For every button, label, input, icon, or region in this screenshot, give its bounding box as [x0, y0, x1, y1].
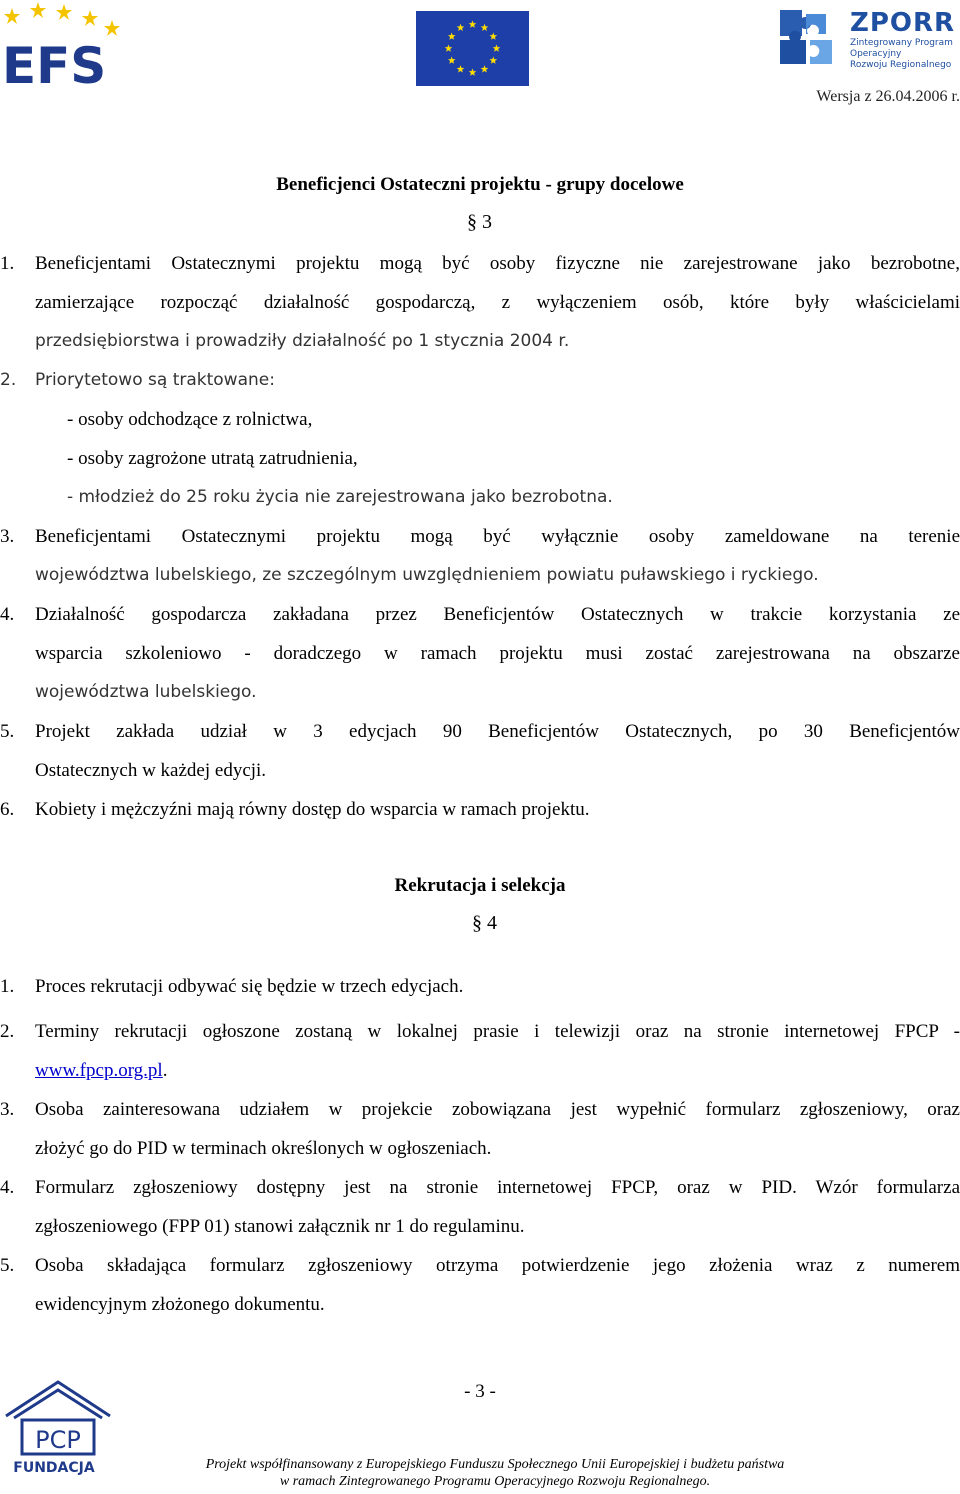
zporr-title: ZPORR: [850, 8, 956, 38]
item-text-line: zgłoszeniowego (FPP 01) stanowi załącznik nr 1 do regulaminu.: [35, 1216, 525, 1237]
item-text-line: Formularz zgłoszeniowy dostępny jest na stronie internetowej FPCP, oraz w PID. Wzór formularza: [35, 1177, 960, 1198]
list-item: [0, 712, 960, 751]
pcp-text: PCP: [35, 1426, 81, 1454]
item-number: 1.: [0, 976, 15, 997]
item-text-line: przedsiębiorstwa i prowadziły działalność po 1 stycznia 2004 r.: [35, 331, 570, 351]
efs-logo: [0, 0, 130, 90]
list-item-line: [0, 1051, 960, 1090]
item-text-line: ewidencyjnym złożonego dokumentu.: [35, 1294, 325, 1315]
item-number: 3.: [0, 526, 15, 547]
footer-line-2: w ramach Zintegrowanego Programu Operacyjnego Rozwoju Regionalnego.: [279, 1474, 711, 1489]
item-text-line: województwa lubelskiego, ze szczególnym uwzględnieniem powiatu puławskiego i ryckiego.: [35, 565, 819, 585]
item-text-line: Działalność gospodarcza zakładana przez Beneficjentów Ostatecznych w trakcie korzystania ze: [35, 604, 960, 625]
list-item-line: [0, 1207, 960, 1246]
list-item: [0, 517, 960, 556]
item-text-line: wsparcia szkoleniowo - doradczego w ramach projektu musi zostać zarejestrowana na obszarze: [35, 643, 960, 664]
list-item: [0, 244, 960, 283]
sub-item: - osoby zagrożone utratą zatrudnienia,: [67, 448, 358, 469]
item-number: 2.: [0, 370, 17, 390]
version-date: Wersja z 26.04.2006 r.: [816, 88, 960, 105]
zporr-logo: [772, 4, 960, 76]
list-item-line: [0, 1285, 960, 1324]
list-item: [0, 790, 960, 829]
efs-logo-text: EFS: [2, 37, 107, 90]
list-item-line: [0, 1129, 960, 1168]
item-text-line: województwa lubelskiego.: [35, 682, 257, 702]
link-trailing-dot: .: [162, 1060, 168, 1081]
zporr-sub3: Rozwoju Regionalnego: [850, 60, 952, 70]
item-text-line: zamierzające rozpocząć działalność gospodarczą, z wyłączeniem osób, które były właścicielami: [35, 292, 960, 313]
eu-flag-icon: [416, 11, 529, 86]
item-number: 4.: [0, 1177, 15, 1198]
paragraph-number-3: § 3: [467, 211, 492, 233]
item-number: 6.: [0, 799, 15, 820]
pcp-fundacja-logo: [0, 1376, 115, 1476]
item-number: 5.: [0, 1255, 15, 1276]
item-number: 1.: [0, 253, 15, 274]
page-number: - 3 -: [464, 1381, 496, 1402]
item-text-line: Projekt zakłada udział w 3 edycjach 90 Beneficjentów Ostatecznych, po 30 Beneficjentów: [35, 721, 960, 742]
item-text-line: złożyć go do PID w terminach określonych w ogłoszeniach.: [35, 1138, 492, 1159]
list-item: [0, 967, 960, 1006]
list-item: [0, 361, 960, 400]
footer-note: [150, 1456, 840, 1490]
footer-line-1: Projekt współfinansowany z Europejskiego Funduszu Społecznego Unii Europejskiej i budżetu państwa: [205, 1457, 785, 1472]
efs-stars-icon: [4, 2, 120, 36]
zporr-sub2: Operacyjny: [850, 49, 902, 59]
item-number: 2.: [0, 1021, 15, 1042]
list-item-line: [0, 322, 960, 361]
list-item: [0, 595, 960, 634]
list-item: [0, 1090, 960, 1129]
paragraph-number-4: § 4: [472, 912, 497, 934]
list-item: [0, 1012, 960, 1051]
list-item-line: [0, 751, 960, 790]
section-title-rekrutacja: Rekrutacja i selekcja: [394, 875, 566, 896]
list-item-line: [0, 556, 960, 595]
item-number: 4.: [0, 604, 15, 625]
puzzle-icon: [772, 4, 842, 76]
item-text-line: Beneficjentami Ostatecznymi projektu mogą być wyłącznie osoby zameldowane na terenie: [35, 526, 960, 547]
sub-item: - osoby odchodzące z rolnictwa,: [67, 409, 313, 430]
section-title-beneficjenci: Beneficjenci Ostateczni projektu - grupy docelowe: [276, 174, 684, 195]
item-text-line: Proces rekrutacji odbywać się będzie w trzech edycjach.: [35, 976, 464, 997]
item-text-line: Ostatecznych w każdej edycji.: [35, 760, 267, 781]
item-number: 5.: [0, 721, 15, 742]
item-text-line: Terminy rekrutacji ogłoszone zostaną w lokalnej prasie i telewizji oraz na stronie internetowej FPCP -: [35, 1021, 960, 1042]
zporr-sub1: Zintegrowany Program: [850, 38, 953, 48]
item-text-line: Osoba składająca formularz zgłoszeniowy otrzyma potwierdzenie jego złożenia wraz z numerem: [35, 1255, 960, 1276]
list-item-line: [0, 673, 960, 712]
item-text-line: Kobiety i mężczyźni mają równy dostęp do wsparcia w ramach projektu.: [35, 799, 590, 820]
list-item-line: [0, 283, 960, 322]
sub-item: - młodzież do 25 roku życia nie zarejestrowana jako bezrobotna.: [67, 487, 613, 507]
fpcp-website-link[interactable]: www.fpcp.org.pl: [35, 1060, 163, 1081]
list-item: [0, 1168, 960, 1207]
list-item: [0, 1246, 960, 1285]
fundacja-text: FUNDACJA: [13, 1460, 95, 1476]
list-item-line: [0, 634, 960, 673]
item-text-line: Priorytetowo są traktowane:: [35, 370, 275, 390]
item-text-line: Osoba zainteresowana udziałem w projekcie zobowiązana jest wypełnić formularz zgłoszeniowy, oraz: [35, 1099, 960, 1120]
item-number: 3.: [0, 1099, 15, 1120]
item-text-line: Beneficjentami Ostatecznymi projektu mogą być osoby fizyczne nie zarejestrowane jako bezrobotne,: [35, 253, 960, 274]
